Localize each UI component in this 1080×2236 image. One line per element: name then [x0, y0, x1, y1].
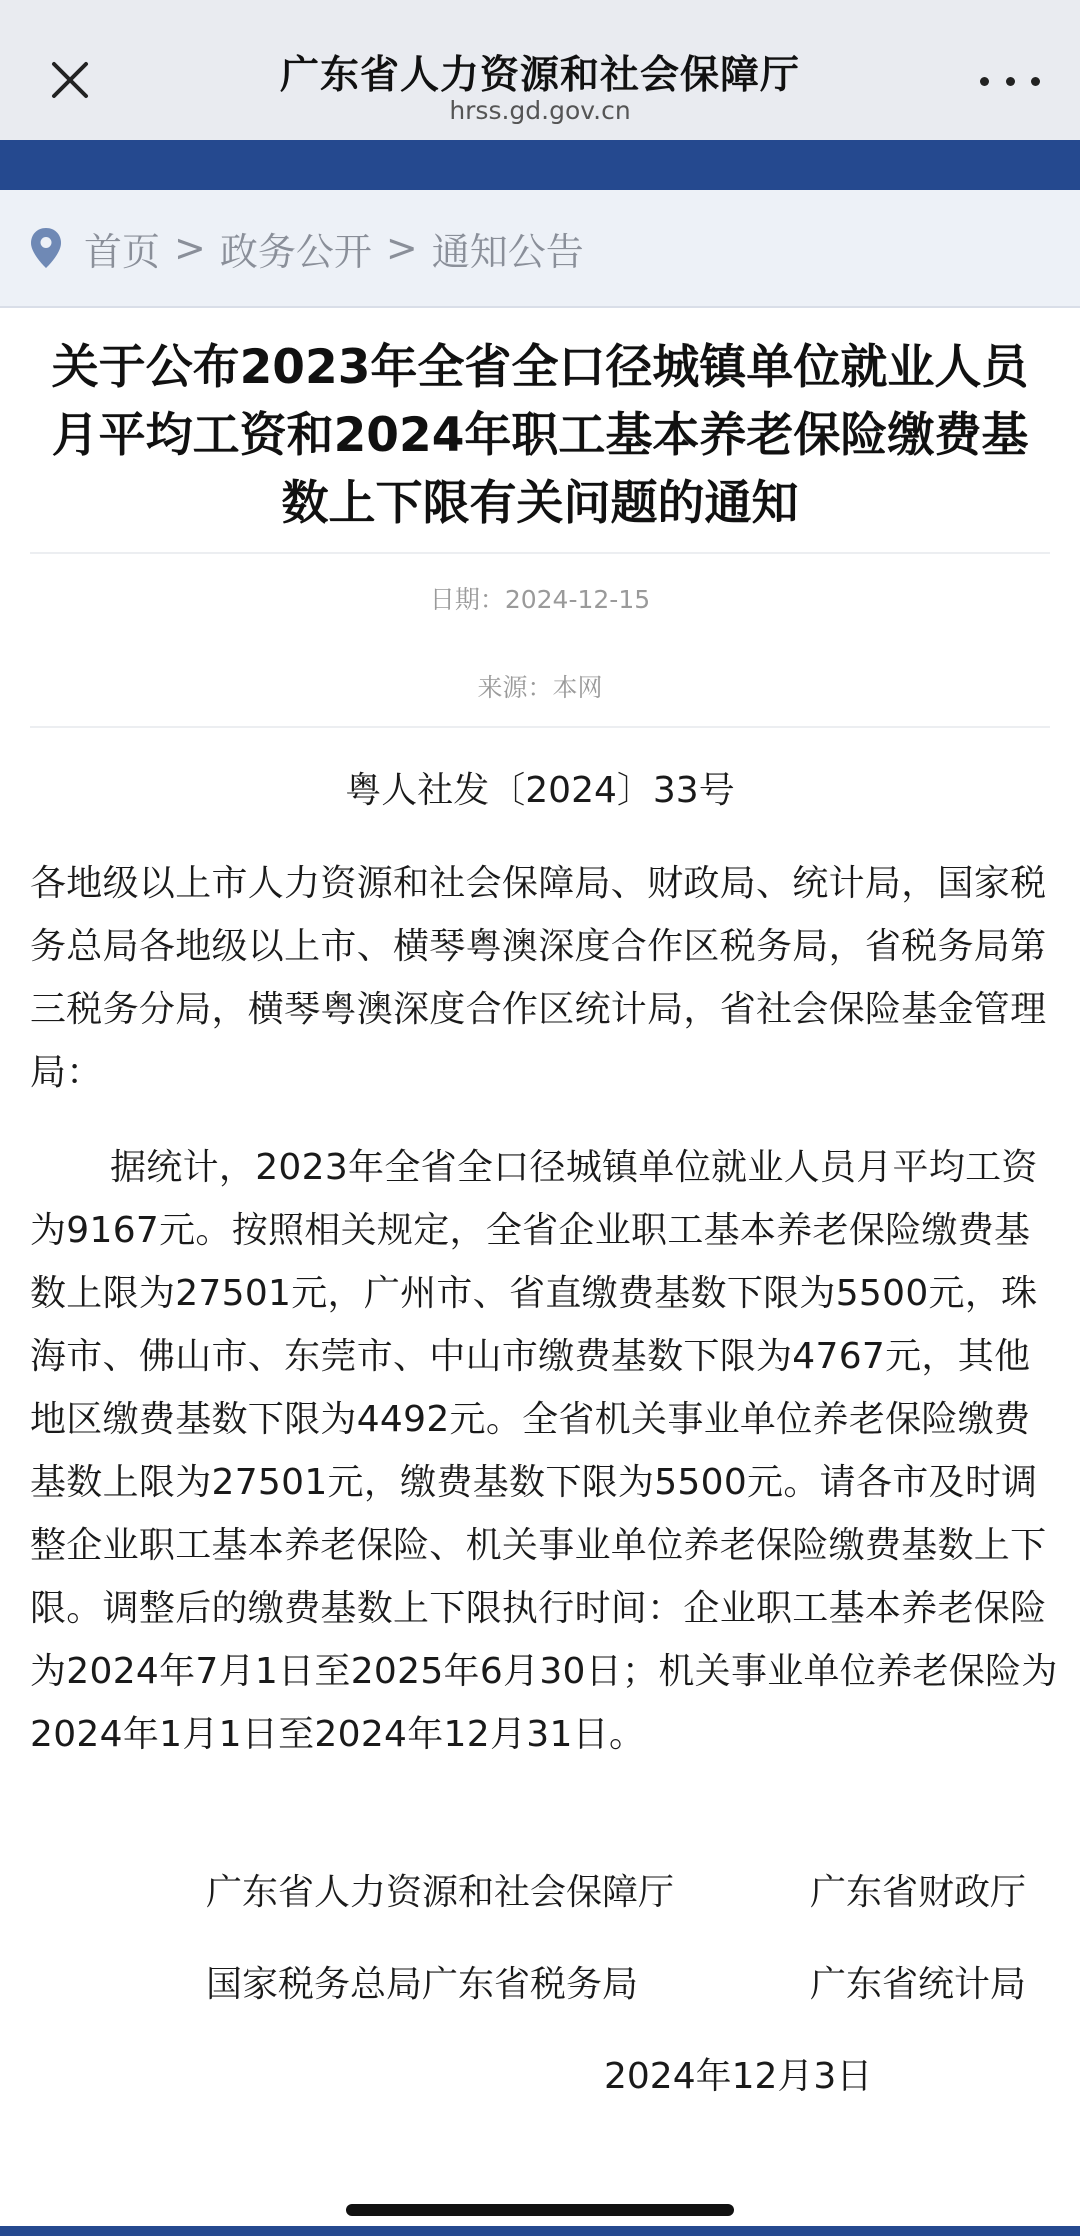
divider [30, 726, 1050, 728]
breadcrumb-home[interactable]: 首页 [84, 229, 161, 274]
breadcrumb [0, 190, 1080, 308]
addressees-paragraph: 各地级以上市人力资源和社会保障局、财政局、统计局，国家税务总局各地级以上市、横琴粤澳深度合作区税务局，省税务局第三税务分局，横琴粤澳深度合作区统计局，省社会保险基金管理局： [30, 863, 1047, 1093]
sign-date: 2024年12月3日 [604, 2056, 873, 2097]
body-paragraph: 据统计，2023年全省全口径城镇单位就业人员月平均工资为9167元。按照相关规定，全省企业职工基本养老保险缴费基数上限为27501元，广州市、省直缴费基数下限为5500元，珠海市、佛山市、东莞市、中山市缴费基数下限为4767元，其他地区缴费基数下限为4492元。全省机关事业单位养老保险缴费基数上限为27501元，缴费基数下限为5500元。请各市及时调整企业职工基本养老保险、机关事业单位养老保险缴费基数上下限。调整后的缴费基数上下限执行时间：企业职工基本养老保险为2024年7月1日至2025年6月30日；机关事业单位养老保险为2024年1月1日至2024年12月31日。 [30, 1147, 1058, 1755]
signatory: 广东省统计局 [810, 1964, 1027, 2005]
home-indicator[interactable] [346, 2204, 734, 2216]
close-button[interactable] [42, 52, 98, 108]
close-icon [50, 60, 90, 100]
breadcrumb-gov-affairs[interactable]: 政务公开 [219, 229, 372, 274]
more-icon [980, 77, 989, 86]
location-pin-icon [28, 226, 64, 270]
more-icon [1031, 77, 1040, 86]
more-button[interactable] [980, 66, 1040, 96]
page-host-title: 广东省人力资源和社会保障厅 [279, 53, 800, 98]
page-url: hrss.gd.gov.cn [449, 96, 631, 125]
browser-top-bar [0, 0, 1080, 140]
breadcrumb-separator: > [385, 226, 418, 270]
signatory: 广东省人力资源和社会保障厅 [206, 1872, 675, 1913]
article-title: 关于公布2023年全省全口径城镇单位就业人员月平均工资和2024年职工基本养老保险缴费基数上下限有关问题的通知 [51, 340, 1029, 531]
article-source: 来源：本网 [477, 673, 603, 702]
footer-band [0, 2226, 1080, 2236]
signatory: 广东省财政厅 [810, 1872, 1027, 1913]
breadcrumb-separator: > [174, 226, 206, 270]
document-number: 粤人社发〔2024〕33号 [345, 770, 735, 811]
article-date: 日期：2024-12-15 [429, 585, 651, 614]
divider [30, 552, 1050, 554]
more-icon [1006, 77, 1015, 86]
breadcrumb-notices[interactable]: 通知公告 [431, 229, 584, 274]
site-header-band [0, 140, 1080, 190]
signatory: 国家税务总局广东省税务局 [206, 1964, 639, 2005]
